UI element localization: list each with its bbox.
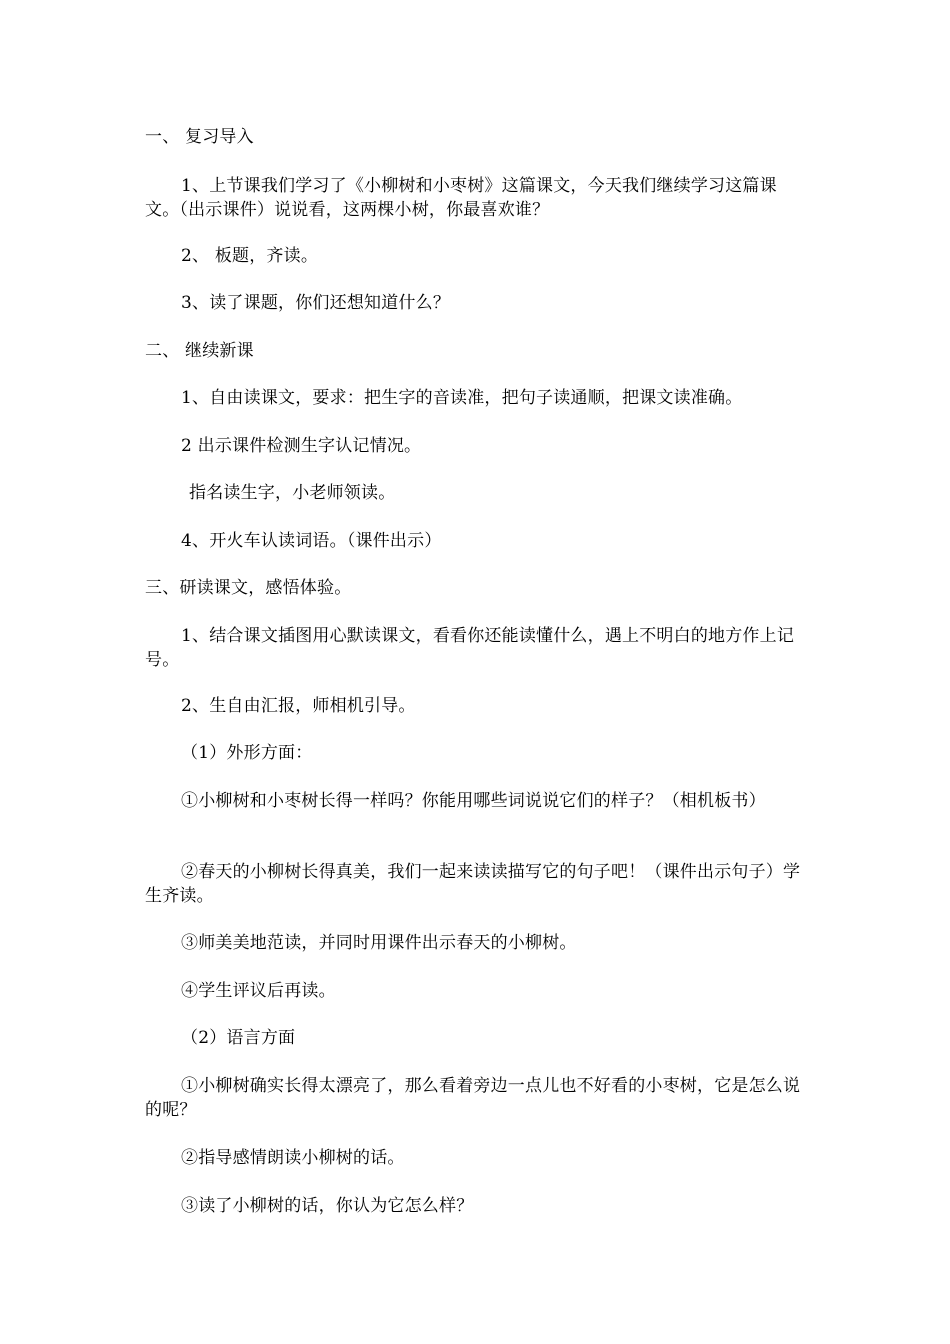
heading-review-intro: 一、 复习导入 (145, 127, 254, 147)
paragraph: 1、自由读课文，要求：把生字的音读准，把句子读通顺，把课文读准确。 (181, 388, 743, 408)
paragraph: ④学生评议后再读。 (181, 981, 336, 1001)
paragraph: ②春天的小柳树长得真美，我们一起来读读描写它的句子吧！（课件出示句子）学生齐读。 (145, 862, 801, 906)
paragraph: 2、 板题，齐读。 (181, 246, 319, 266)
paragraph: ①小柳树确实长得太漂亮了，那么看着旁边一点儿也不好看的小枣树，它是怎么说的呢？ (145, 1076, 801, 1120)
paragraph: 3、读了课题，你们还想知道什么？ (181, 293, 451, 313)
paragraph: 1、结合课文插图用心默读课文，看看你还能读懂什么，遇上不明白的地方作上记号。 (145, 626, 795, 670)
paragraph: ②指导感情朗读小柳树的话。 (181, 1148, 405, 1168)
heading-continue-lesson: 二、 继续新课 (145, 341, 254, 361)
paragraph: 4、开火车认读词语。（课件出示） (181, 531, 442, 551)
paragraph: 1、上节课我们学习了《小柳树和小枣树》这篇课文，今天我们继续学习这篇课文。（出示课件）说说看，这两棵小树，你最喜欢谁？ (145, 176, 777, 220)
paragraph: 2、生自由汇报，师相机引导。 (181, 696, 416, 716)
paragraph: ①小柳树和小枣树长得一样吗？你能用哪些词说说它们的样子？（相机板书） (181, 791, 766, 811)
paragraph: ③读了小柳树的话，你认为它怎么样？ (181, 1196, 474, 1216)
subheading-language: （2）语言方面 (181, 1028, 296, 1048)
heading-study-text: 三、研读课文，感悟体验。 (145, 578, 352, 598)
subheading-appearance: （1）外形方面： (181, 743, 313, 763)
paragraph: ③师美美地范读，并同时用课件出示春天的小柳树。 (181, 933, 577, 953)
paragraph: 指名读生字，小老师领读。 (189, 483, 396, 503)
paragraph: 2 出示课件检测生字认记情况。 (181, 436, 422, 456)
